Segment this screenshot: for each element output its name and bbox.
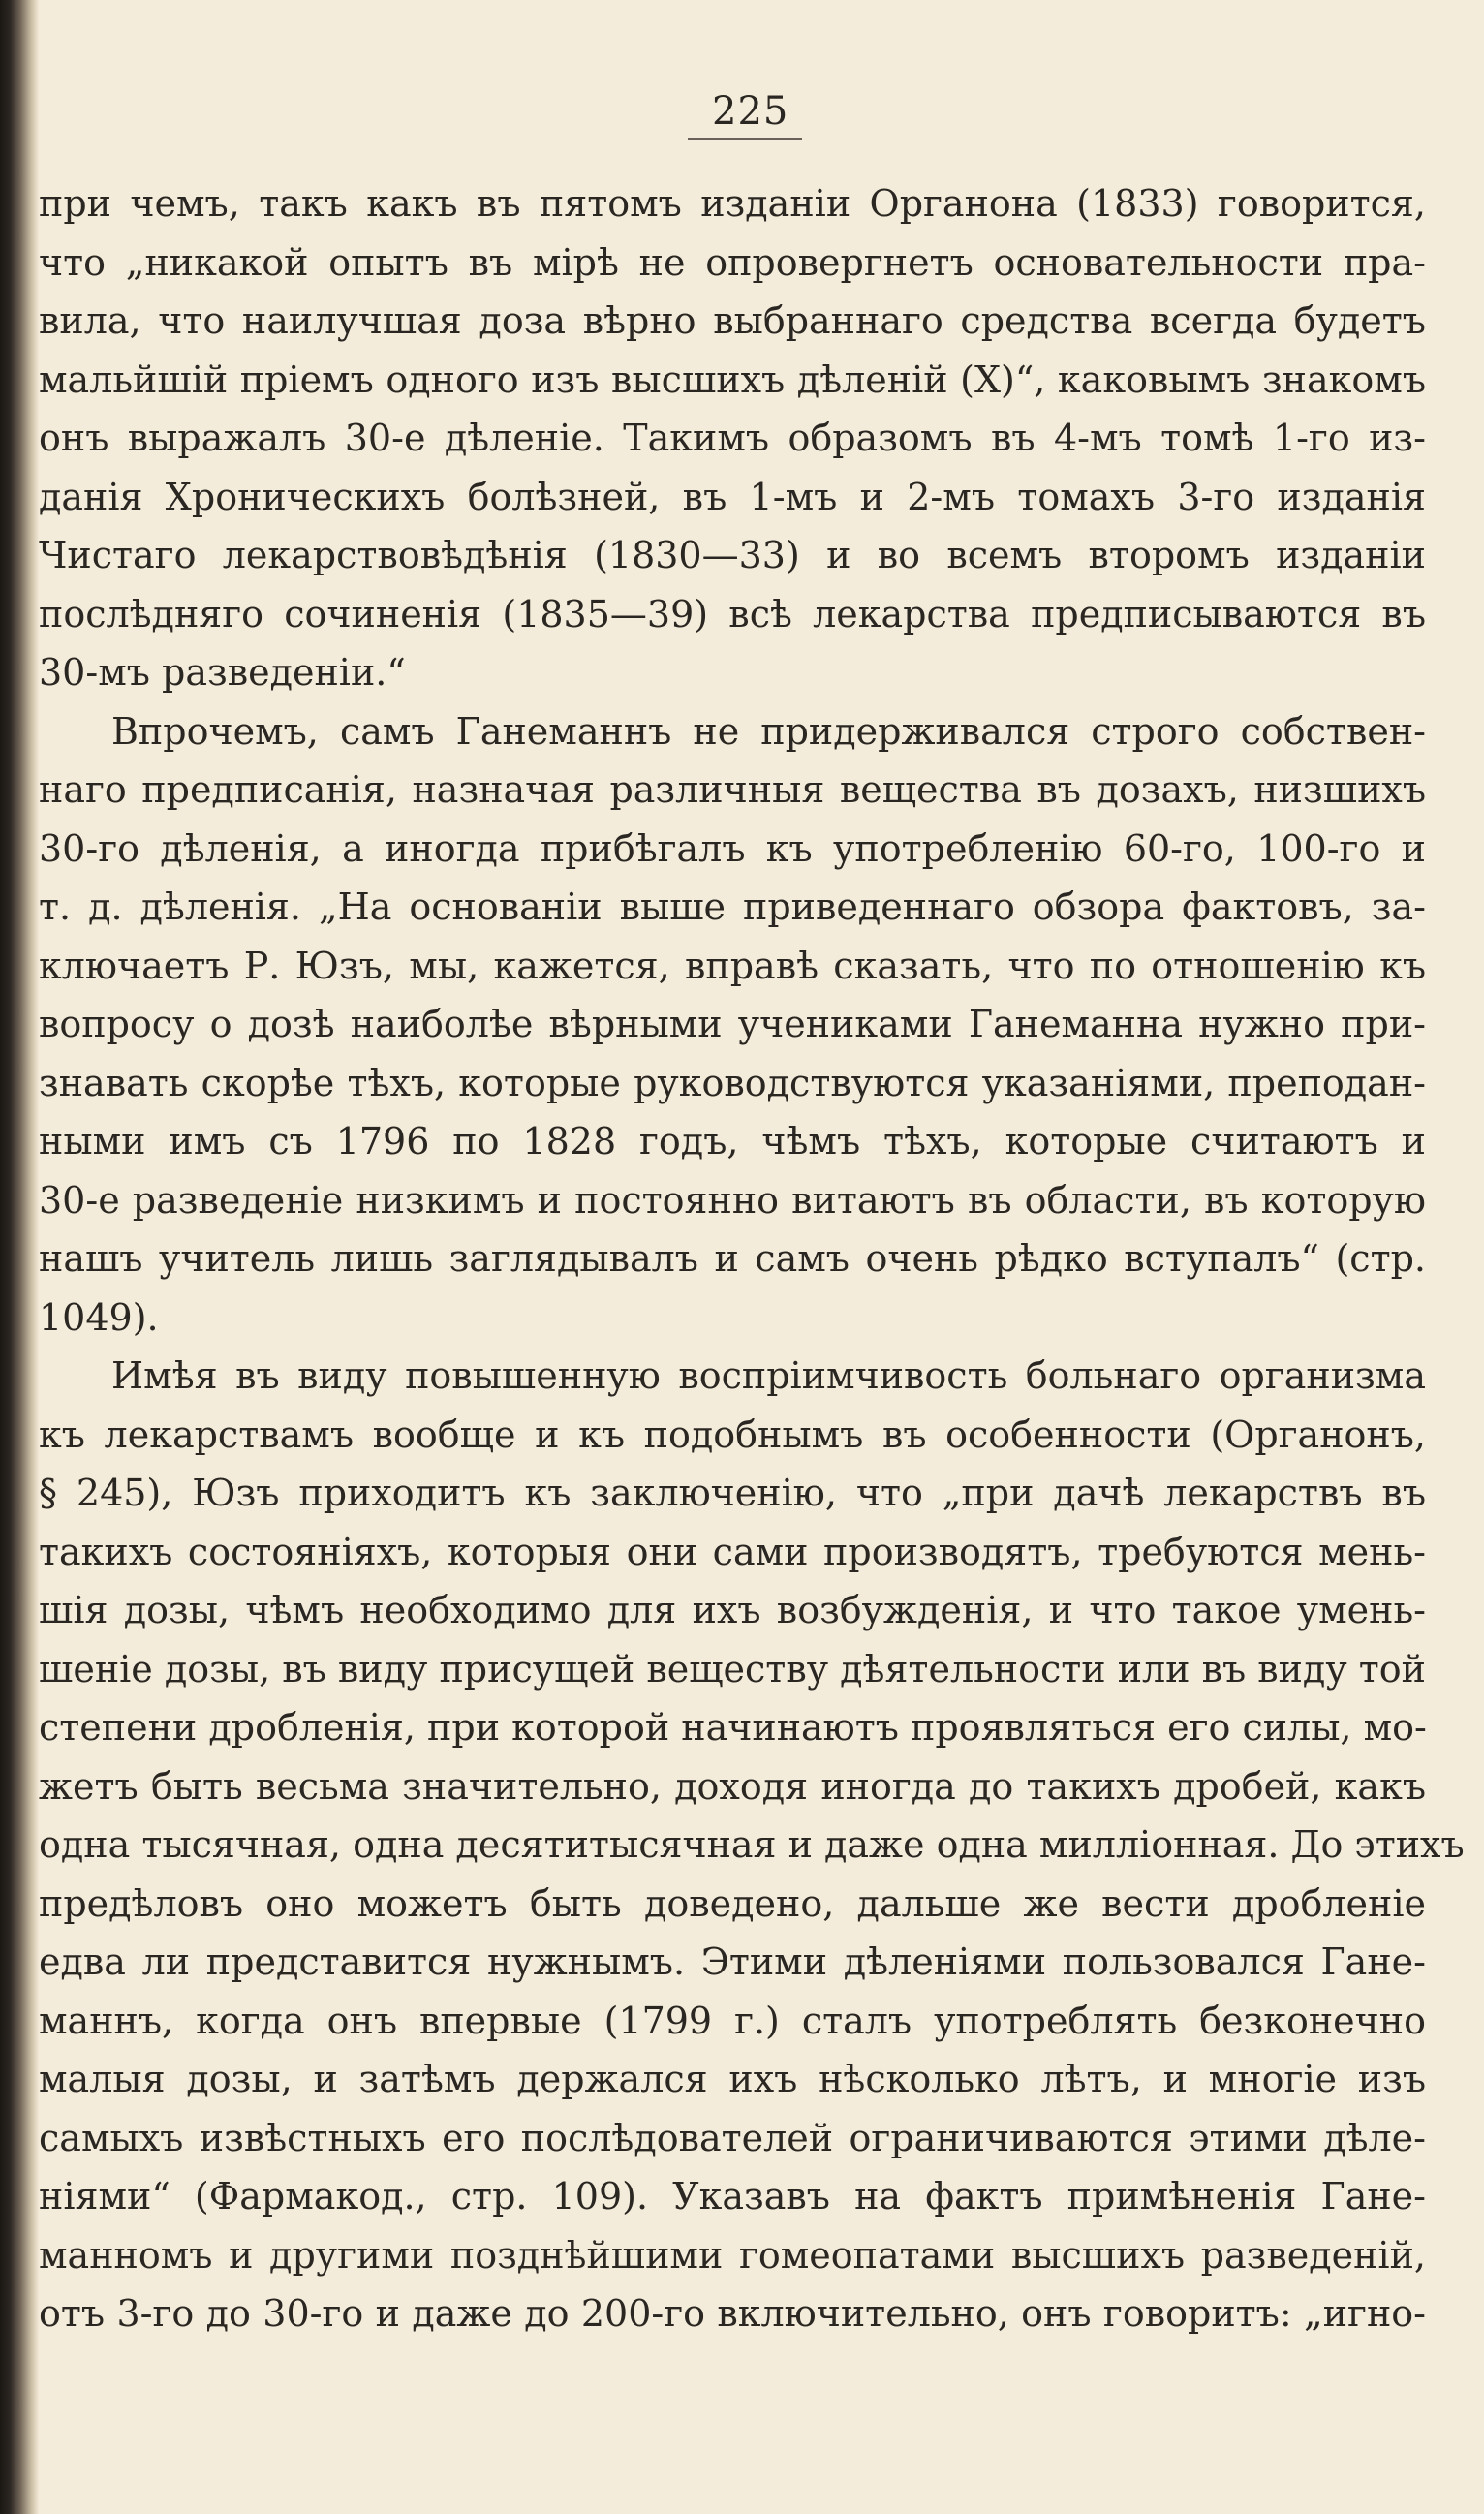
book-spine-shadow [0, 0, 39, 2514]
page-number-underline [688, 138, 802, 140]
text-line: наго предписанія, назначая различныя вещества въ дозахъ, низшихъ [39, 768, 1426, 811]
book-page [39, 0, 1484, 2514]
text-line: Впрочемъ, самъ Ганеманнъ не придерживался строго собствен- [111, 709, 1426, 753]
text-line: т. д. дѣленія. „На основаніи выше приведеннаго обзора фактовъ, за- [39, 885, 1426, 928]
text-line: при чемъ, такъ какъ въ пятомъ изданіи Органона (1833) говорится, [39, 182, 1426, 225]
text-line: ными имъ съ 1796 по 1828 годъ, чѣмъ тѣхъ, которые считаютъ и [39, 1120, 1426, 1163]
text-line: 1049). [39, 1295, 159, 1339]
text-line: предѣловъ оно можетъ быть доведено, дальше же вести дробленіе [39, 1881, 1426, 1925]
text-line: шеніе дозы, въ виду присущей веществу дѣятельности или въ виду той [39, 1647, 1426, 1691]
text-line: вопросу о дозѣ наиболѣе вѣрными учениками Ганеманна нужно при- [39, 1003, 1426, 1045]
page-number: 225 [712, 89, 789, 134]
text-line: такихъ состояніяхъ, которыя они сами производятъ, требуются мень- [39, 1530, 1426, 1573]
text-line: 30-е разведеніе низкимъ и постоянно витаютъ въ области, въ которую [39, 1178, 1426, 1222]
text-line: самыхъ извѣстныхъ его послѣдователей ограничиваются этими дѣле- [39, 2116, 1426, 2159]
text-line: онъ выражалъ 30-е дѣленіе. Такимъ образомъ въ 4-мъ томѣ 1-го из- [39, 417, 1426, 459]
body-text [39, 174, 1465, 2343]
text-line: 30-мъ разведеніи.“ [39, 651, 406, 694]
text-line: что „никакой опытъ въ мірѣ не опровергнетъ основательности пра- [39, 240, 1426, 284]
text-line: Имѣя въ виду повышенную воспріимчивость больнаго организма [111, 1354, 1426, 1397]
text-line: 30-го дѣленія, а иногда прибѣгалъ къ употребленію 60-го, 100-го и [39, 826, 1426, 870]
text-line: едва ли представится нужнымъ. Этими дѣленіями пользовался Гане- [39, 1940, 1426, 1983]
text-line: послѣдняго сочиненія (1835—39) всѣ лекарства предписываются въ [39, 592, 1426, 636]
text-line: мальйшій пріемъ одного изъ высшихъ дѣленій (X)“, каковымъ знакомъ [39, 357, 1426, 401]
text-line: къ лекарствамъ вообще и къ подобнымъ въ особенности (Органонъ, [39, 1412, 1426, 1456]
text-line: § 245), Юзъ приходитъ къ заключенію, что „при дачѣ лекарствъ въ [39, 1472, 1426, 1514]
text-line: жетъ быть весьма значительно, доходя иногда до такихъ дробей, какъ [39, 1764, 1426, 1808]
text-line: шія дозы, чѣмъ необходимо для ихъ возбужденія, и что такое умень- [39, 1589, 1426, 1631]
text-line: нашъ учитель лишь заглядывалъ и самъ очень рѣдко вступалъ“ (стр. [39, 1237, 1426, 1280]
text-line: малыя дозы, и затѣмъ держался ихъ нѣсколько лѣтъ, и многіе изъ [39, 2058, 1426, 2100]
text-line: знавать скорѣе тѣхъ, которые руководствуются указаніями, преподан- [39, 1061, 1426, 1104]
text-line: отъ 3-го до 30-го и даже до 200-го включительно, онъ говоритъ: „игно- [39, 2292, 1426, 2335]
text-line: вила, что наилучшая доза вѣрно выбраннаго средства всегда будетъ [39, 299, 1426, 342]
text-line: ніями“ (Фармакод., стр. 109). Указавъ на фактъ примѣненія Гане- [39, 2175, 1426, 2218]
text-line: степени дробленія, при которой начинаютъ проявляться его силы, мо- [39, 1706, 1427, 1749]
text-line: маннъ, когда онъ впервые (1799 г.) сталъ употреблять безконечно [39, 1999, 1426, 2042]
text-line: данія Хроническихъ болѣзней, въ 1-мъ и 2-мъ томахъ 3-го изданія [39, 475, 1426, 518]
text-line: одна тысячная, одна десятитысячная и даже одна милліонная. До этихъ [39, 1823, 1465, 1866]
text-line: манномъ и другими позднѣйшими гомеопатами высшихъ разведеній, [39, 2233, 1426, 2277]
text-line: Чистаго лекарствовѣдѣнія (1830—33) и во всемъ второмъ изданіи [39, 534, 1426, 576]
text-line: ключаетъ Р. Юзъ, мы, кажется, вправѣ сказать, что по отношенію къ [39, 944, 1426, 987]
